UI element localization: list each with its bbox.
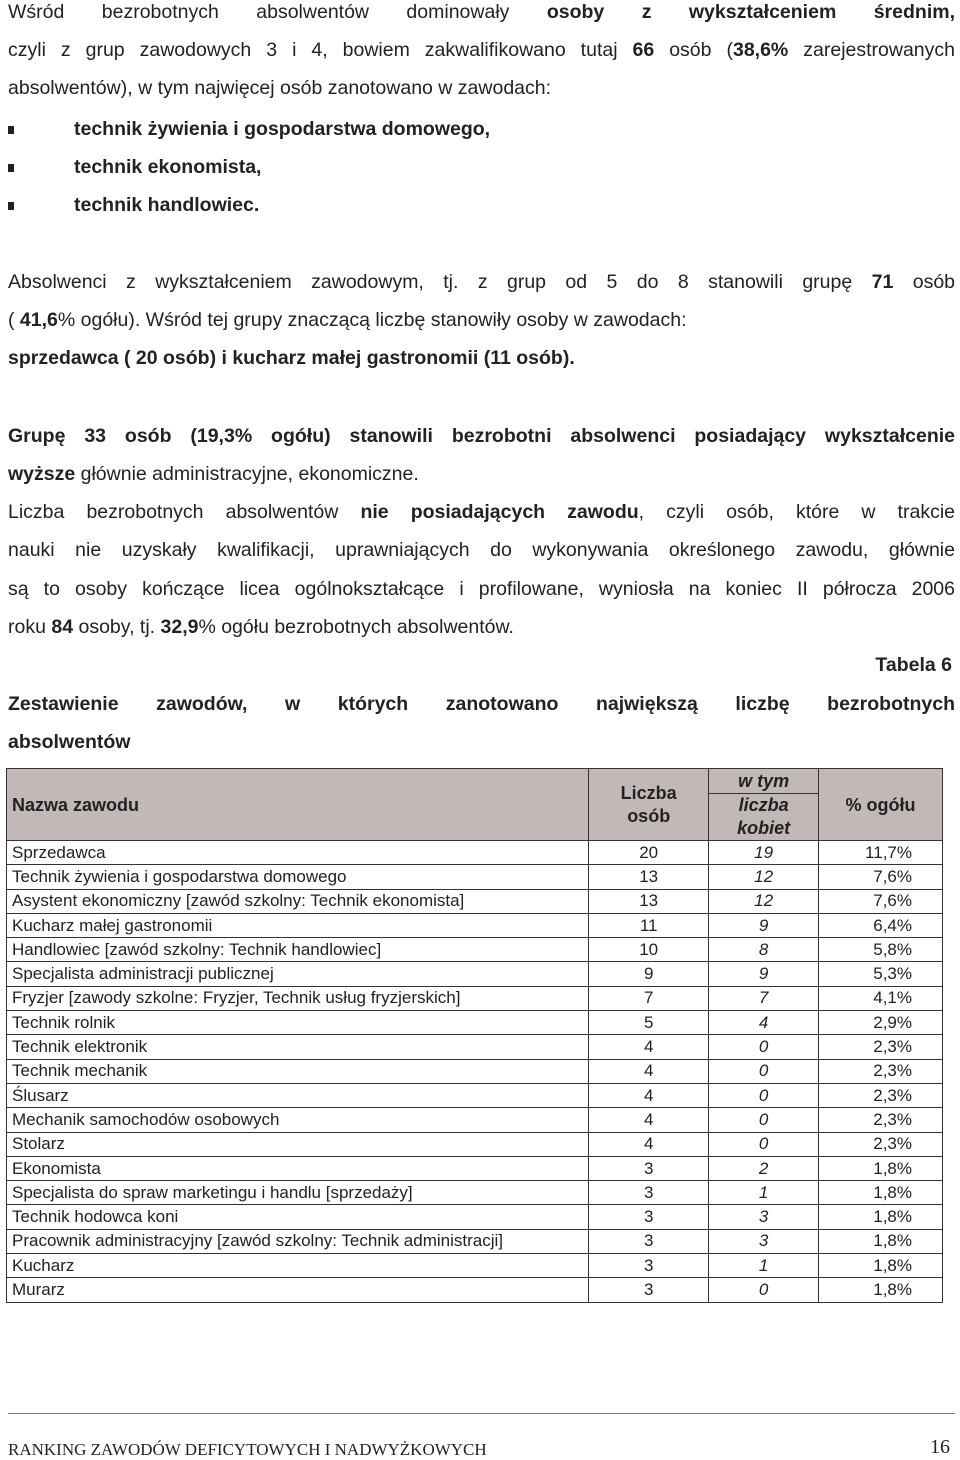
cell-count: 13 [589,865,709,889]
table-row [7,1229,943,1253]
table-row [7,1132,943,1156]
cell-pct: 5,3% [819,962,943,986]
cell-women: 7 [709,986,819,1010]
header-women-group: w tym [709,769,819,794]
bullet-item: technik handlowiec. [74,193,259,217]
table-row [7,962,943,986]
cell-name: Technik mechanik [7,1059,589,1083]
cell-women: 0 [709,1083,819,1107]
bullet-item: technik ekonomista, [74,155,261,179]
cell-count: 3 [589,1205,709,1229]
cell-count: 10 [589,938,709,962]
cell-women: 9 [709,962,819,986]
paragraph-4-line-3: są to osoby kończące licea ogólnokształcące i profilowane, wyniosła na koniec II półrocza 2006 [8,578,955,600]
table-row [7,1278,943,1302]
cell-name: Technik żywienia i gospodarstwa domowego [7,865,589,889]
cell-pct: 5,8% [819,938,943,962]
cell-women: 1 [709,1254,819,1278]
cell-name: Mechanik samochodów osobowych [7,1108,589,1132]
cell-pct: 2,3% [819,1083,943,1107]
paragraph-2-line-3: sprzedawca ( 20 osób) i kucharz małej gastronomii (11 osób). [8,347,575,369]
cell-name: Specjalista do spraw marketingu i handlu [sprzedaży] [7,1181,589,1205]
table-label: Tabela 6 [875,654,952,676]
paragraph-4-line-4: roku 84 osoby, tj. 32,9% ogółu bezrobotnych absolwentów. [8,616,514,638]
cell-women: 0 [709,1278,819,1302]
table-row [7,938,943,962]
cell-name: Handlowiec [zawód szkolny: Technik handlowiec] [7,938,589,962]
cell-name: Ślusarz [7,1083,589,1107]
paragraph-2-line-2: ( 41,6% ogółu). Wśród tej grupy znaczącą liczbę stanowiły osoby w zawodach: [8,309,687,331]
footer-divider [8,1413,955,1414]
table-title-line-2: absolwentów [8,731,131,753]
cell-pct: 11,7% [819,841,943,865]
table-title-line-1: Zestawienie zawodów, w których zanotowano największą liczbę bezrobotnych [8,693,955,715]
cell-pct: 7,6% [819,889,943,913]
cell-women: 3 [709,1229,819,1253]
cell-count: 9 [589,962,709,986]
cell-name: Technik hodowca koni [7,1205,589,1229]
cell-count: 3 [589,1181,709,1205]
cell-count: 7 [589,986,709,1010]
square-bullet-icon [8,202,14,210]
table-row [7,1035,943,1059]
table-row [7,1108,943,1132]
square-bullet-icon [8,164,14,172]
cell-pct: 2,3% [819,1035,943,1059]
table-row [7,1083,943,1107]
cell-women: 12 [709,865,819,889]
square-bullet-icon [8,126,14,134]
header-count: Liczba osób [589,769,709,841]
table-row [7,1254,943,1278]
cell-pct: 1,8% [819,1181,943,1205]
cell-women: 8 [709,938,819,962]
table-row [7,913,943,937]
cell-pct: 2,3% [819,1059,943,1083]
cell-name: Asystent ekonomiczny [zawód szkolny: Technik ekonomista] [7,889,589,913]
cell-women: 9 [709,913,819,937]
cell-pct: 4,1% [819,986,943,1010]
table-row [7,986,943,1010]
cell-name: Fryzjer [zawody szkolne: Fryzjer, Technik usług fryzjerskich] [7,986,589,1010]
header-women: liczba kobiet [709,794,819,841]
cell-count: 4 [589,1132,709,1156]
cell-women: 0 [709,1035,819,1059]
paragraph-3-line-2: wyższe głównie administracyjne, ekonomiczne. [8,463,419,485]
paragraph-4-line-2: nauki nie uzyskały kwalifikacji, uprawniających do wykonywania określonego zawodu, głównie [8,539,955,561]
cell-women: 2 [709,1156,819,1180]
table-row [7,1011,943,1035]
table-row [7,865,943,889]
paragraph-3-line-1: Grupę 33 osób (19,3% ogółu) stanowili bezrobotni absolwenci posiadający wykształcenie [8,425,955,447]
cell-pct: 6,4% [819,913,943,937]
cell-name: Kucharz [7,1254,589,1278]
cell-women: 19 [709,841,819,865]
cell-women: 0 [709,1132,819,1156]
cell-pct: 1,8% [819,1156,943,1180]
cell-women: 12 [709,889,819,913]
cell-women: 3 [709,1205,819,1229]
table-header-row [7,769,943,794]
footer-title: RANKING ZAWODÓW DEFICYTOWYCH I NADWYŻKOWYCH [8,1440,487,1459]
paragraph-1-line-1: Wśród bezrobotnych absolwentów dominowały osoby z wykształceniem średnim, [8,1,955,23]
cell-count: 4 [589,1083,709,1107]
cell-count: 3 [589,1278,709,1302]
cell-pct: 1,8% [819,1229,943,1253]
table-row [7,1156,943,1180]
professions-table [6,768,943,1303]
cell-pct: 2,3% [819,1132,943,1156]
paragraph-1-line-2: czyli z grup zawodowych 3 i 4, bowiem zakwalifikowano tutaj 66 osób (38,6% zarejestrowanych [8,39,955,61]
cell-count: 4 [589,1059,709,1083]
cell-count: 13 [589,889,709,913]
table-row [7,841,943,865]
cell-pct: 1,8% [819,1278,943,1302]
cell-count: 4 [589,1035,709,1059]
cell-name: Murarz [7,1278,589,1302]
paragraph-4-line-1: Liczba bezrobotnych absolwentów nie posiadających zawodu, czyli osób, które w trakcie [8,501,955,523]
cell-name: Kucharz małej gastronomii [7,913,589,937]
cell-pct: 7,6% [819,865,943,889]
table-row [7,1205,943,1229]
cell-name: Ekonomista [7,1156,589,1180]
cell-name: Sprzedawca [7,841,589,865]
cell-women: 0 [709,1108,819,1132]
table-row [7,1181,943,1205]
cell-pct: 2,3% [819,1108,943,1132]
cell-count: 4 [589,1108,709,1132]
bullet-item: technik żywienia i gospodarstwa domowego, [74,117,490,141]
cell-name: Technik rolnik [7,1011,589,1035]
cell-name: Specjalista administracji publicznej [7,962,589,986]
cell-count: 3 [589,1254,709,1278]
cell-count: 20 [589,841,709,865]
page-number: 16 [930,1436,950,1458]
header-pct: % ogółu [819,769,943,841]
table-row [7,889,943,913]
cell-count: 5 [589,1011,709,1035]
paragraph-2-line-1: Absolwenci z wykształceniem zawodowym, tj. z grup od 5 do 8 stanowili grupę 71 osób [8,271,956,293]
cell-count: 3 [589,1156,709,1180]
cell-count: 11 [589,913,709,937]
cell-name: Technik elektronik [7,1035,589,1059]
cell-count: 3 [589,1229,709,1253]
cell-pct: 2,9% [819,1011,943,1035]
cell-name: Stolarz [7,1132,589,1156]
cell-women: 4 [709,1011,819,1035]
cell-pct: 1,8% [819,1254,943,1278]
cell-women: 1 [709,1181,819,1205]
table-row [7,1059,943,1083]
cell-women: 0 [709,1059,819,1083]
header-name: Nazwa zawodu [7,769,589,841]
paragraph-1-line-3: absolwentów), w tym najwięcej osób zanotowano w zawodach: [8,77,552,99]
cell-name: Pracownik administracyjny [zawód szkolny: Technik administracji] [7,1229,589,1253]
cell-pct: 1,8% [819,1205,943,1229]
